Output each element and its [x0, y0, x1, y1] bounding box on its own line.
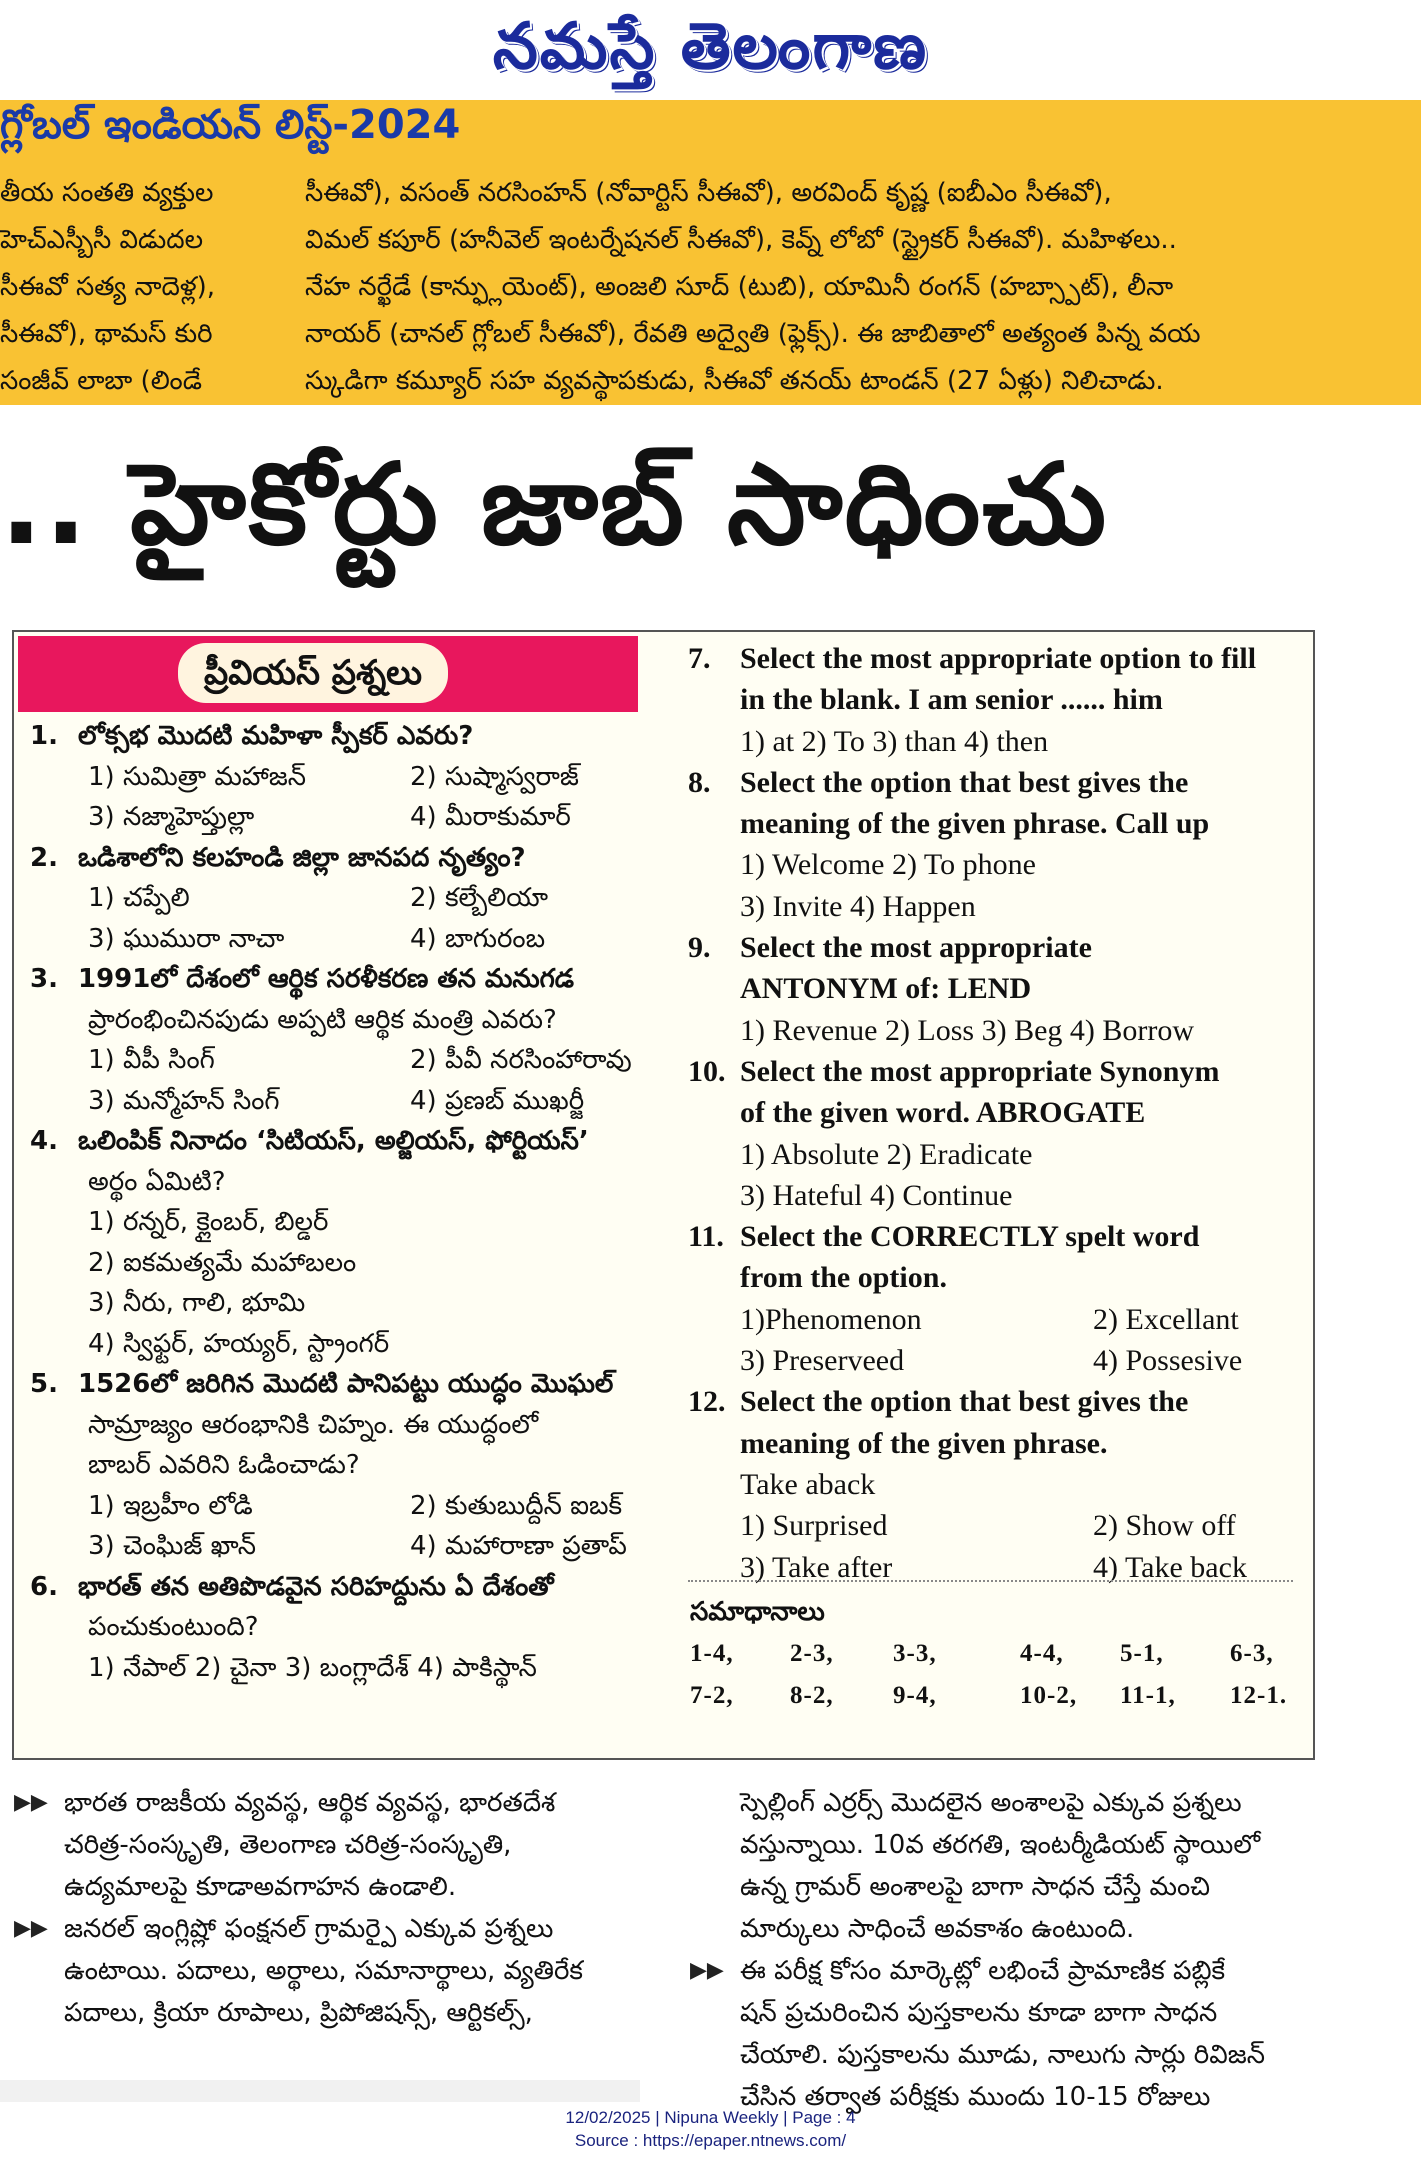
answer-item: 1-4, [690, 1640, 734, 1667]
english-questions [688, 638, 1308, 1588]
paragraph-line [14, 1992, 664, 2034]
question-line [688, 1505, 1308, 1546]
question-line [30, 1202, 670, 1243]
bullet-arrow-icon: ▶▶ [14, 1790, 48, 1815]
question-number: 1. [30, 721, 58, 751]
paragraph-text: ఉద్యమాలపై కూడాఅవగాహన ఉండాలి. [64, 1872, 457, 1902]
question-text: బాబర్ ఎవరిని ఓడించాడు? [88, 1450, 360, 1480]
answer-item: 6-3, [1230, 1640, 1274, 1667]
answer-item: 4-4, [1020, 1640, 1064, 1667]
paragraph-line [14, 1782, 664, 1824]
paragraph-line [690, 2034, 1320, 2076]
question-text: 1) Absolute 2) Eradicate [740, 1137, 1033, 1171]
question-line [30, 1486, 670, 1527]
bullet-arrow-icon: ▶▶ [690, 1958, 724, 1983]
question-line [30, 1324, 670, 1365]
question-text: 1) నేపాల్ 2) చైనా 3) బంగ్లాదేశ్ 4) పాకిస్థాన్ [88, 1652, 537, 1683]
question-line [30, 1121, 670, 1162]
question-option: 4) మహారాణా ప్రతాప్ [410, 1531, 627, 1561]
telugu-questions [30, 716, 670, 1688]
paragraph-text: చేయాలి. పుస్తకాలను మూడు, నాలుగు సార్లు రివిజన్ [740, 2040, 1265, 2070]
question-number: 2. [30, 842, 58, 873]
question-option: 4) బాగురంబ [410, 923, 546, 954]
question-text: 1) చప్పేలి [88, 883, 190, 913]
paragraph-line [690, 1866, 1320, 1908]
question-line [688, 1051, 1308, 1092]
question-line [688, 968, 1308, 1009]
question-text: 3) నజ్మాహెప్తుల్లా [88, 802, 255, 832]
question-text: Select the most appropriate option to fill [740, 642, 1257, 675]
paragraph-text: చేసిన తర్వాత పరీక్షకు ముందు 10-15 రోజులు [740, 2082, 1211, 2112]
bullet-arrow-icon: ▶▶ [14, 1916, 48, 1941]
paragraph-text: ఉన్న గ్రామర్ అంశాలపై బాగా సాధన చేస్తే మంచి [740, 1872, 1211, 1902]
question-text: meaning of the given phrase. [740, 1426, 1108, 1460]
question-number: 4. [30, 1126, 58, 1156]
question-option: 2) పీవీ నరసింహారావు [410, 1045, 632, 1075]
paragraph-line [14, 1866, 664, 1908]
panel-line: హెచ్ఎస్బీసీ విడుదల [0, 225, 204, 255]
question-text: from the option. [740, 1261, 947, 1295]
question-line [30, 1648, 670, 1689]
question-text: 3) Invite 4) Happen [740, 889, 976, 923]
question-line [30, 878, 670, 919]
bottom-right-column [690, 1782, 1320, 2118]
paragraph-line [690, 1908, 1320, 1950]
panel-line: తీయ సంతతి వ్యక్తుల [0, 178, 214, 208]
question-line [688, 721, 1308, 762]
question-line [30, 1283, 670, 1324]
answer-item: 8-2, [790, 1682, 834, 1709]
paragraph-line [14, 1908, 664, 1950]
paragraph-line [690, 1824, 1320, 1866]
question-text: 2) ఐకమత్యమే మహాబలం [88, 1247, 357, 1278]
answer-item: 12-1. [1230, 1682, 1288, 1709]
question-text: 3) Take after [740, 1550, 893, 1584]
question-text: Select the CORRECTLY spelt word [740, 1220, 1200, 1254]
question-text: ఒడిశాలోని కలహండి జిల్లా జానపద నృత్యం? [78, 842, 526, 873]
question-line [30, 1243, 670, 1284]
panel-right-column [305, 170, 1415, 405]
question-text: 1)Phenomenon [740, 1302, 922, 1336]
footer-source[interactable]: Source : https://epaper.ntnews.com/ [574, 2131, 847, 2150]
question-line [30, 797, 670, 838]
question-number: 3. [30, 964, 58, 994]
masthead-logo: నమస్తే తెలంగాణ [492, 10, 929, 84]
question-text: 1) సుమిత్రా మహాజన్ [88, 761, 307, 792]
question-text: Select the most appropriate [740, 931, 1092, 965]
question-line [30, 1000, 670, 1041]
answer-item: 7-2, [690, 1682, 734, 1709]
panel-line: విమల్ కపూర్ (హనీవెల్ ఇంటర్నేషనల్ సీఈవో), కెవ్న్ లోబో (స్ట్రైకర్ సీఈవో). మహిళలు.. [305, 225, 1177, 255]
question-text: భారత్ తన అతిపొడవైన సరిహద్దును ఏ దేశంతో [78, 1571, 554, 1602]
question-text: Select the option that best gives the [740, 765, 1189, 799]
paragraph-text: జనరల్ ఇంగ్లిష్లో ఫంక్షనల్ గ్రామర్పై ఎక్కువ ప్రశ్నలు [64, 1914, 554, 1944]
question-text: 1) ఇబ్రహీం లోడి [88, 1490, 253, 1521]
question-line [30, 959, 670, 1000]
panel-line: స్కుడిగా కమ్యూర్ సహ వ్యవస్థాపకుడు, సీఈవో తనయ్ టాండన్ (27 ఏళ్లు) నిలిచాడు. [305, 366, 1164, 396]
previous-questions-label: ప్రీవియస్ ప్రశ్నలు [178, 643, 448, 703]
panel-left-column [0, 170, 280, 405]
question-line [30, 1162, 670, 1203]
question-line [30, 1607, 670, 1648]
question-line [688, 679, 1308, 720]
question-number: 5. [30, 1369, 58, 1399]
question-text: 4) స్విఫ్టర్, హయ్యర్, స్ట్రాంగర్ [88, 1328, 390, 1359]
panel-line: నాయర్ (చానల్ గ్లోబల్ సీఈవో), రేవతి అద్వైతి (ఫ్లెక్స్). ఈ జాబితాలో అత్యంత పిన్న వయ [305, 319, 1201, 349]
paragraph-text: చరిత్ర-సంస్కృతి, తెలంగాణ చరిత్ర-సంస్కృతి, [64, 1830, 512, 1860]
bottom-left-column [14, 1782, 664, 2034]
paragraph-line [690, 1950, 1320, 1992]
article-headline: .. హైకోర్టు జాబ్ సాధించు [0, 440, 1109, 570]
panel-title: గ్లోబల్ ఇండియన్ లిస్ట్-2024 [0, 102, 461, 148]
question-text: లోక్సభ మొదటి మహిళా స్పీకర్ ఎవరు? [78, 721, 474, 751]
question-text: అర్థం ఏమిటి? [88, 1166, 226, 1197]
paragraph-line [14, 1950, 664, 1992]
question-line [688, 927, 1308, 968]
question-line [30, 716, 670, 757]
question-line [30, 757, 670, 798]
question-text: 1) రన్నర్, క్లైంబర్, బిల్డర్ [88, 1207, 329, 1237]
page-cut-shade [0, 2080, 640, 2102]
question-line [30, 1405, 670, 1446]
question-text: 1) వీపీ సింగ్ [88, 1045, 215, 1075]
question-line [688, 1423, 1308, 1464]
question-line [688, 1092, 1308, 1133]
question-number: 12. [688, 1385, 726, 1419]
question-text: Take aback [740, 1467, 876, 1501]
question-text: ప్రారంభించినపుడు అప్పటి ఆర్థిక మంత్రి ఎవరు? [88, 1004, 557, 1035]
question-option: 2) కుతుబుద్దీన్ ఐబక్ [410, 1490, 623, 1521]
question-text: 1) Revenue 2) Loss 3) Beg 4) Borrow [740, 1013, 1195, 1047]
divider [688, 1580, 1293, 1582]
answer-item: 3-3, [893, 1640, 937, 1667]
paragraph-text: వస్తున్నాయి. 10వ తరగతి, ఇంటర్మీడియట్ స్థాయిలో [740, 1830, 1261, 1860]
question-line [688, 1134, 1308, 1175]
question-option: 4) Take back [1093, 1550, 1247, 1584]
paragraph-text: మార్కులు సాధించే అవకాశం ఉంటుంది. [740, 1914, 1135, 1944]
question-number: 11. [688, 1220, 724, 1254]
question-text: 1526లో జరిగిన మొదటి పానిపట్టు యుద్ధం మొఘల్ [78, 1369, 614, 1399]
question-text: Select the most appropriate Synonym [740, 1054, 1220, 1088]
question-text: ఒలింపిక్ నినాదం ‘సిటియస్, అల్జియస్, ఫోర్టియస్’ [78, 1126, 589, 1156]
question-text: 3) Hateful 4) Continue [740, 1178, 1013, 1212]
question-text: సామ్రాజ్యం ఆరంభానికి చిహ్నం. ఈ యుద్ధంలో [88, 1409, 539, 1440]
question-line [30, 838, 670, 879]
question-line [688, 803, 1308, 844]
question-number: 10. [688, 1054, 726, 1088]
question-option: 2) సుష్మాస్వరాజ్ [410, 761, 579, 792]
question-text: 1) Welcome 2) To phone [740, 848, 1036, 882]
paragraph-line [690, 1992, 1320, 2034]
question-text: in the blank. I am senior ...... him [740, 683, 1163, 717]
paragraph-text: షన్ ప్రచురించిన పుస్తకాలను కూడా బాగా సాధన [740, 1998, 1218, 2028]
question-text: Select the option that best gives the [740, 1385, 1189, 1419]
paragraph-text: ఉంటాయి. పదాలు, అర్థాలు, సమానార్థాలు, వ్యతిరేక [64, 1956, 583, 1986]
question-line [30, 1526, 670, 1567]
question-line [688, 1257, 1308, 1298]
question-line [688, 1464, 1308, 1505]
panel-line: సీఈవో), థామస్ కురి [0, 319, 213, 349]
question-line [688, 1175, 1308, 1216]
panel-line: సీఈవో), వసంత్ నరసింహన్ (నోవార్టిస్ సీఈవో), అరవింద్ కృష్ణ (ఐబీఎం సీఈవో), [305, 178, 1112, 208]
footer-date-page: 12/02/2025 | Nipuna Weekly | Page : 4 [565, 2108, 856, 2127]
question-text: 3) ఘుమురా నాచా [88, 923, 285, 954]
panel-line: సంజీవ్ లాబా (లిండే [0, 366, 202, 396]
question-number: 6. [30, 1571, 58, 1602]
question-text: 1) at 2) To 3) than 4) then [740, 724, 1049, 758]
answer-item: 9-4, [893, 1682, 937, 1709]
question-option: 2) కల్బేలియా [410, 883, 549, 913]
question-line [30, 1567, 670, 1608]
paragraph-text: ఈ పరీక్ష కోసం మార్కెట్లో లభించే ప్రామాణిక పబ్లికే [740, 1956, 1226, 1986]
question-number: 9. [688, 931, 711, 965]
question-number: 8. [688, 765, 711, 799]
paragraph-text: పదాలు, క్రియా రూపాలు, ప్రిపోజిషన్స్, ఆర్టికల్స్, [64, 1998, 533, 2028]
question-line [688, 1299, 1308, 1340]
question-line [688, 886, 1308, 927]
answer-row [690, 1640, 1310, 1682]
question-number: 7. [688, 642, 711, 675]
question-option: 4) ప్రణబ్ ముఖర్జీ [410, 1085, 585, 1116]
question-line [30, 1445, 670, 1486]
panel-line: సీఈవో సత్య నాదెళ్ల), [0, 272, 216, 302]
question-option: 2) Excellant [1093, 1302, 1239, 1336]
question-line [30, 919, 670, 960]
question-text: ANTONYM of: LEND [740, 972, 1032, 1006]
question-text: 3) మన్మోహన్ సింగ్ [88, 1085, 280, 1116]
paragraph-line [690, 1782, 1320, 1824]
question-text: 3) నీరు, గాలి, భూమి [88, 1288, 306, 1318]
answer-row [690, 1682, 1310, 1724]
question-line [30, 1040, 670, 1081]
question-line [688, 638, 1308, 679]
question-line [688, 1381, 1308, 1422]
question-line [688, 1216, 1308, 1257]
panel-line: నేహ నర్ఖేడే (కాన్ఫ్లుయెంట్), అంజలి సూద్ (టుబి), యామినీ రంగన్ (హబ్స్పాట్), లీనా [305, 272, 1174, 302]
question-line [688, 1010, 1308, 1051]
question-text: meaning of the given phrase. Call up [740, 807, 1210, 841]
question-line [688, 1340, 1308, 1381]
question-line [688, 844, 1308, 885]
answer-key [690, 1640, 1310, 1724]
question-text: of the given word. ABROGATE [740, 1096, 1146, 1130]
question-text: 1) Surprised [740, 1509, 888, 1543]
question-text: 3) చెంఘిజ్ ఖాన్ [88, 1531, 256, 1561]
answers-title: సమాధానాలు [690, 1597, 825, 1627]
question-line [30, 1081, 670, 1122]
question-text: 3) Preserveed [740, 1344, 905, 1378]
answer-item: 5-1, [1120, 1640, 1164, 1667]
question-option: 4) మీరాకుమార్ [410, 802, 571, 832]
answer-item: 10-2, [1020, 1682, 1078, 1709]
question-line [688, 762, 1308, 803]
question-line [30, 1364, 670, 1405]
paragraph-text: స్పెల్లింగ్ ఎర్రర్స్ మొదలైన అంశాలపై ఎక్కువ ప్రశ్నలు [740, 1788, 1242, 1818]
question-option: 2) Show off [1093, 1509, 1236, 1543]
question-text: పంచుకుంటుంది? [88, 1612, 259, 1642]
paragraph-line [14, 1824, 664, 1866]
question-text: 1991లో దేశంలో ఆర్థిక సరళీకరణ తన మనుగడ [78, 964, 575, 994]
question-option: 4) Possesive [1093, 1344, 1243, 1378]
paragraph-text: భారత రాజకీయ వ్యవస్థ, ఆర్థిక వ్యవస్థ, భారతదేశ [64, 1788, 556, 1818]
answer-item: 11-1, [1120, 1682, 1176, 1709]
answer-item: 2-3, [790, 1640, 834, 1667]
